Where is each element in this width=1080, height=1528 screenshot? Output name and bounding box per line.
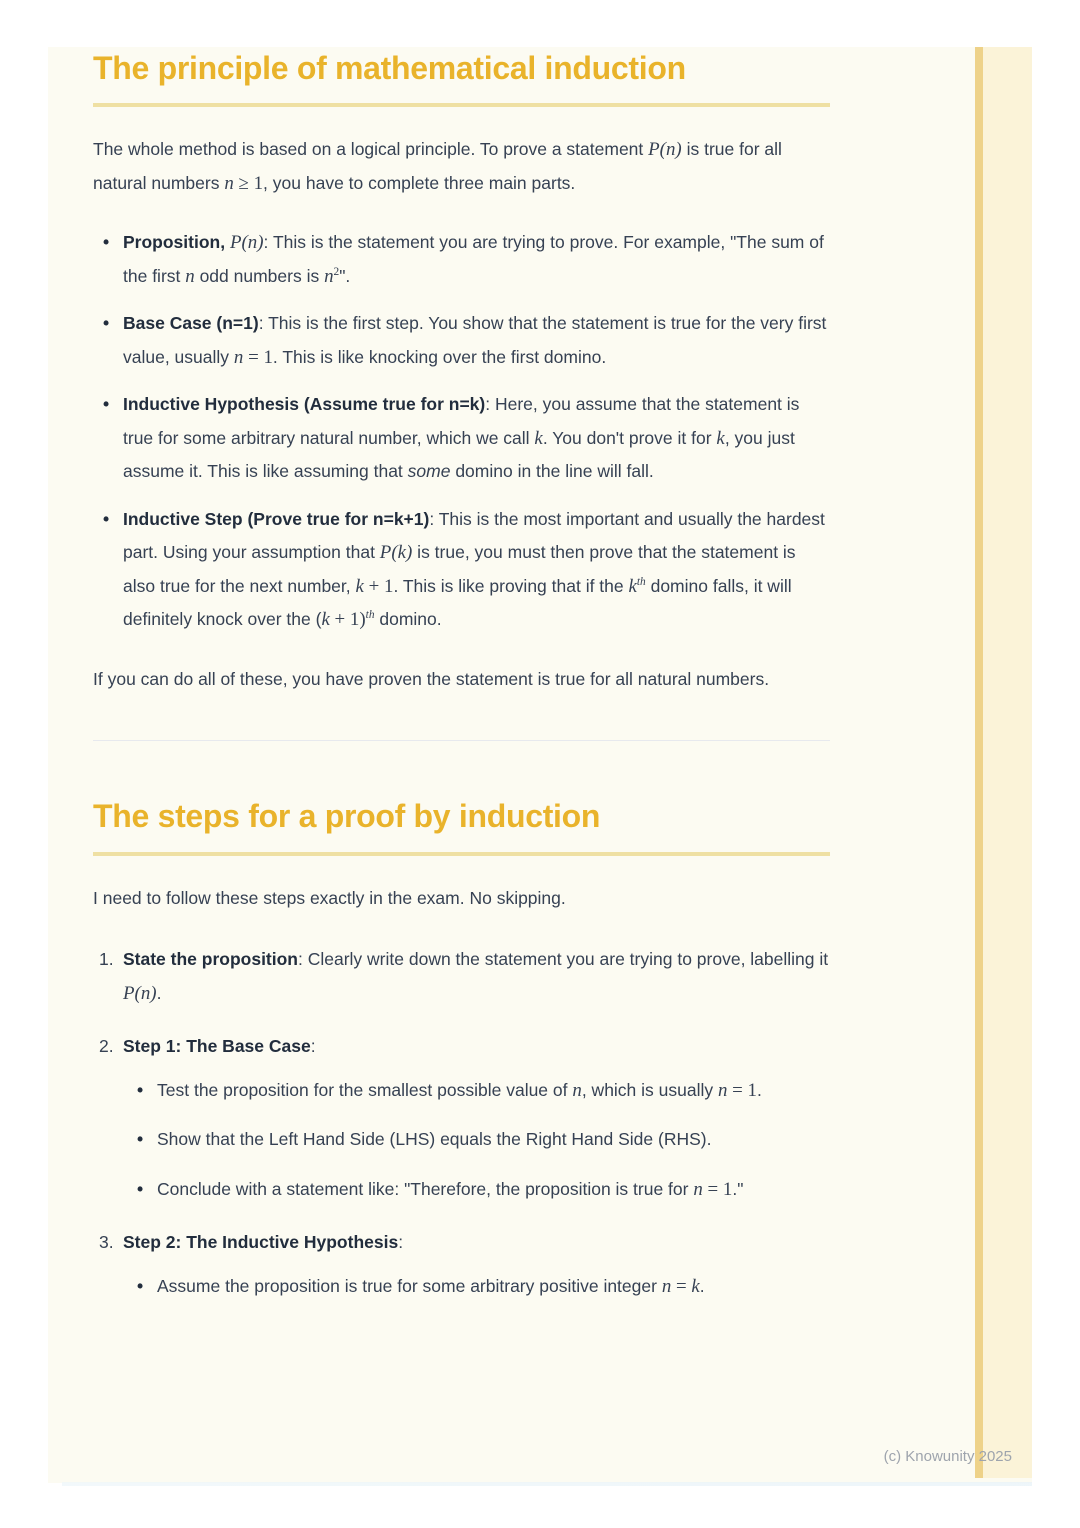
section2-intro-paragraph: I need to follow these steps exactly in the exam. No skipping. bbox=[93, 887, 566, 908]
bullet-item-proposition: • Proposition, P(n): This is the statement you are trying to prove. For example, "The sum of the first n odd numbers is $n^2$". bbox=[93, 226, 830, 293]
step-item-state-proposition bbox=[93, 943, 830, 1010]
section-divider bbox=[93, 740, 830, 741]
section1-title-underline bbox=[93, 103, 830, 107]
section1-bullet-list bbox=[93, 226, 830, 637]
section1-intro-paragraph: The whole method is based on a logical principle. To prove a statement P(n) is true for all natural numbers n ≥ 1, you have to complete three main parts. bbox=[93, 139, 782, 194]
inductive-hypothesis-substeps bbox=[123, 1270, 830, 1304]
content-column bbox=[93, 47, 830, 1303]
step-number: 2. bbox=[99, 1036, 114, 1057]
step-text: Step 1: The Base Case: bbox=[123, 1036, 316, 1057]
copyright-notice: (c) Knowunity 2025 bbox=[883, 1448, 1012, 1465]
step-item-inductive-hypothesis bbox=[93, 1226, 830, 1303]
substep-item: • Show that the Left Hand Side (LHS) equals the Right Hand Side (RHS). bbox=[123, 1123, 830, 1157]
step-item-base-case bbox=[93, 1030, 830, 1206]
section2-steps-list bbox=[93, 943, 830, 1303]
document-sheet bbox=[48, 47, 1032, 1483]
step-number: 1. bbox=[99, 949, 114, 970]
substep-item: • Test the proposition for the smallest possible value of n, which is usually n = 1. bbox=[123, 1074, 830, 1108]
section1-title: The principle of mathematical induction bbox=[93, 50, 686, 86]
substep-item: • Assume the proposition is true for some arbitrary positive integer n = k. bbox=[123, 1270, 830, 1304]
decorative-side-strip bbox=[975, 47, 1032, 1478]
section2-title: The steps for a proof by induction bbox=[93, 798, 601, 835]
bullet-item-base-case: • Base Case (n=1): This is the first step. You show that the statement is true for the very first value, usually n = 1. This is like knocking over the first domino. bbox=[93, 307, 830, 374]
sheet-bottom-edge bbox=[62, 1482, 1032, 1486]
bullet-item-inductive-step: • Inductive Step (Prove true for n=k+1): This is the most important and usually the hardest part. Using your assumption that P(k) is true, you must then prove that the statement is also true for the next number, k + 1. This is like proving that if the $k^{th}$ domino falls, it will definitely knock over the $(k + 1)^{th}$ domino. bbox=[93, 503, 830, 637]
section1-outro-paragraph: If you can do all of these, you have proven the statement is true for all natural numbers. bbox=[93, 668, 770, 689]
section2-title-underline bbox=[93, 852, 830, 856]
base-case-substeps bbox=[123, 1074, 830, 1207]
step-number: 3. bbox=[99, 1232, 114, 1253]
step-text: Step 2: The Inductive Hypothesis: bbox=[123, 1232, 404, 1253]
step-text: State the proposition: Clearly write down the statement you are trying to prove, labelling it P(n). bbox=[123, 949, 829, 1004]
substep-item: • Conclude with a statement like: "Therefore, the proposition is true for n = 1." bbox=[123, 1173, 830, 1207]
bullet-item-inductive-hypothesis: • Inductive Hypothesis (Assume true for n=k): Here, you assume that the statement is true for some arbitrary natural number, which we call k. You don't prove it for k, you just assume it. This is like assuming that some domino in the line will fall. bbox=[93, 388, 830, 489]
